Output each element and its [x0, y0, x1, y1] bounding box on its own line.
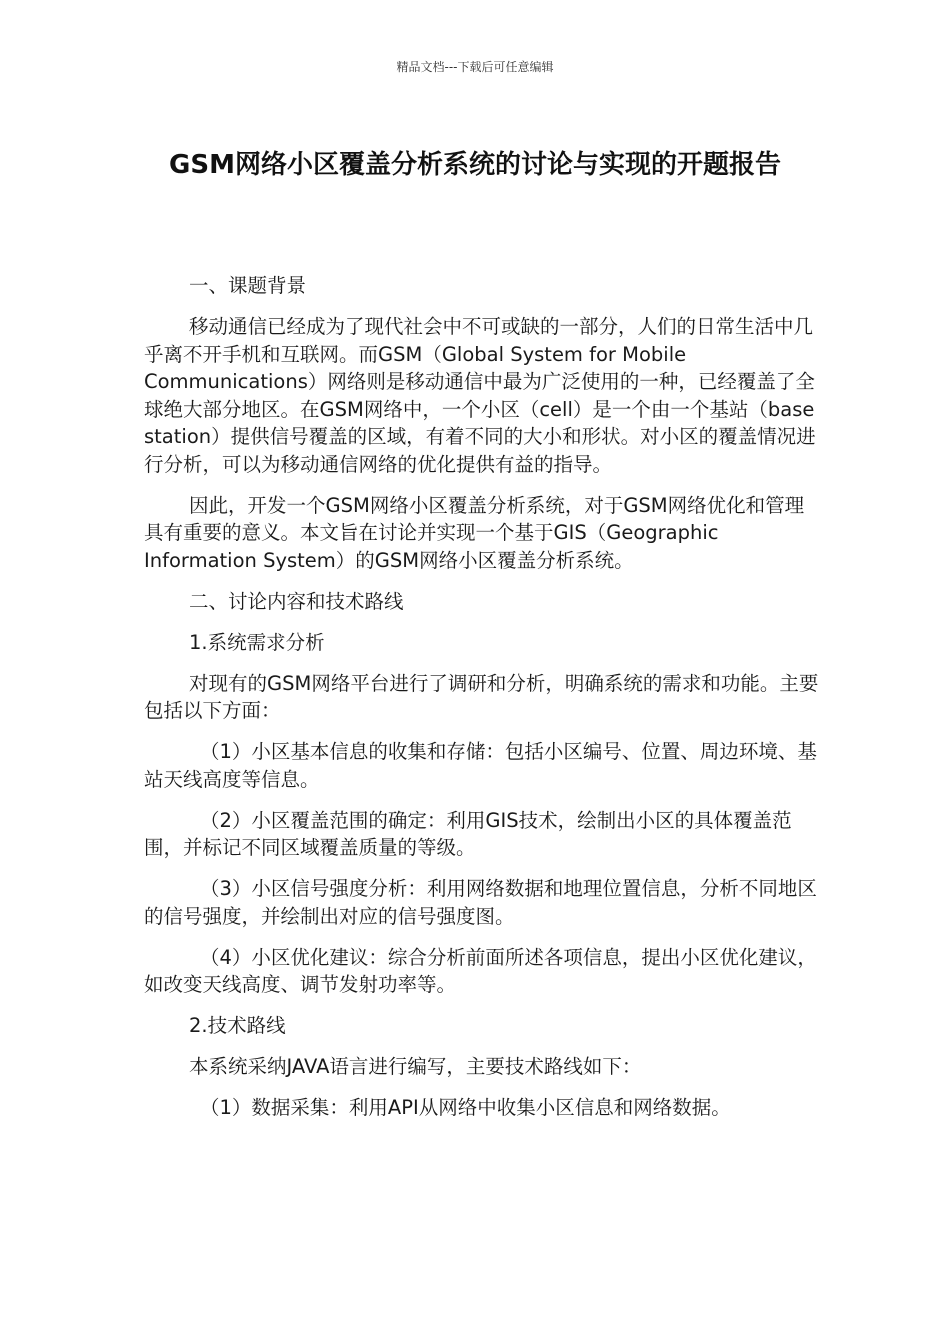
- list-item-requirement-1: （1）小区基本信息的收集和存储：包括小区编号、位置、周边环境、基站天线高度等信息。: [144, 740, 817, 791]
- header-note: 精品文档---下载后可任意编辑: [396, 60, 554, 74]
- subheading-tech-route: 2.技术路线: [189, 1014, 286, 1037]
- list-item-requirement-4: （4）小区优化建议：综合分析前面所述各项信息，提出小区优化建议，如改变天线高度、调节发射功率等。: [144, 945, 817, 996]
- paragraph-requirements-intro: 对现有的GSM网络平台进行了调研和分析，明确系统的需求和功能。主要包括以下方面：: [144, 671, 819, 722]
- document-body: [144, 272, 819, 1135]
- section-heading-background: 一、课题背景: [189, 274, 307, 297]
- list-item-requirement-2: （2）小区覆盖范围的确定：利用GIS技术，绘制出小区的具体覆盖范围，并标记不同区域覆盖质量的等级。: [144, 808, 792, 859]
- paragraph-tech-route-intro: 本系统采纳JAVA语言进行编写，主要技术路线如下：: [189, 1055, 642, 1078]
- paragraph-background: 移动通信已经成为了现代社会中不可或缺的一部分，人们的日常生活中几乎离不开手机和互联网。而GSM（Global System for Mobile Communications）网络则是移动通信中最为广泛使用的一种，已经覆盖了全球绝大部分地区。在GSM网络中，一个小区（cell）是一个由一个基站（base station）提供信号覆盖的区域，有着不同的大小和形状。对小区的覆盖情况进行分析，可以为移动通信网络的优化提供有益的指导。: [144, 315, 816, 476]
- list-item-requirement-3: （3）小区信号强度分析：利用网络数据和地理位置信息，分析不同地区的信号强度，并绘制出对应的信号强度图。: [144, 877, 817, 928]
- section-heading-content: 二、讨论内容和技术路线: [189, 589, 404, 613]
- document-title: GSM网络小区覆盖分析系统的讨论与实现的开题报告: [169, 150, 781, 180]
- paragraph-purpose: 因此，开发一个GSM网络小区覆盖分析系统，对于GSM网络优化和管理具有重要的意义。本文旨在讨论并实现一个基于GIS（Geographic Information System）的GSM网络小区覆盖分析系统。: [144, 493, 805, 572]
- list-item-tech-1: （1）数据采集：利用API从网络中收集小区信息和网络数据。: [200, 1096, 731, 1119]
- subheading-requirements: 1.系统需求分析: [189, 630, 325, 654]
